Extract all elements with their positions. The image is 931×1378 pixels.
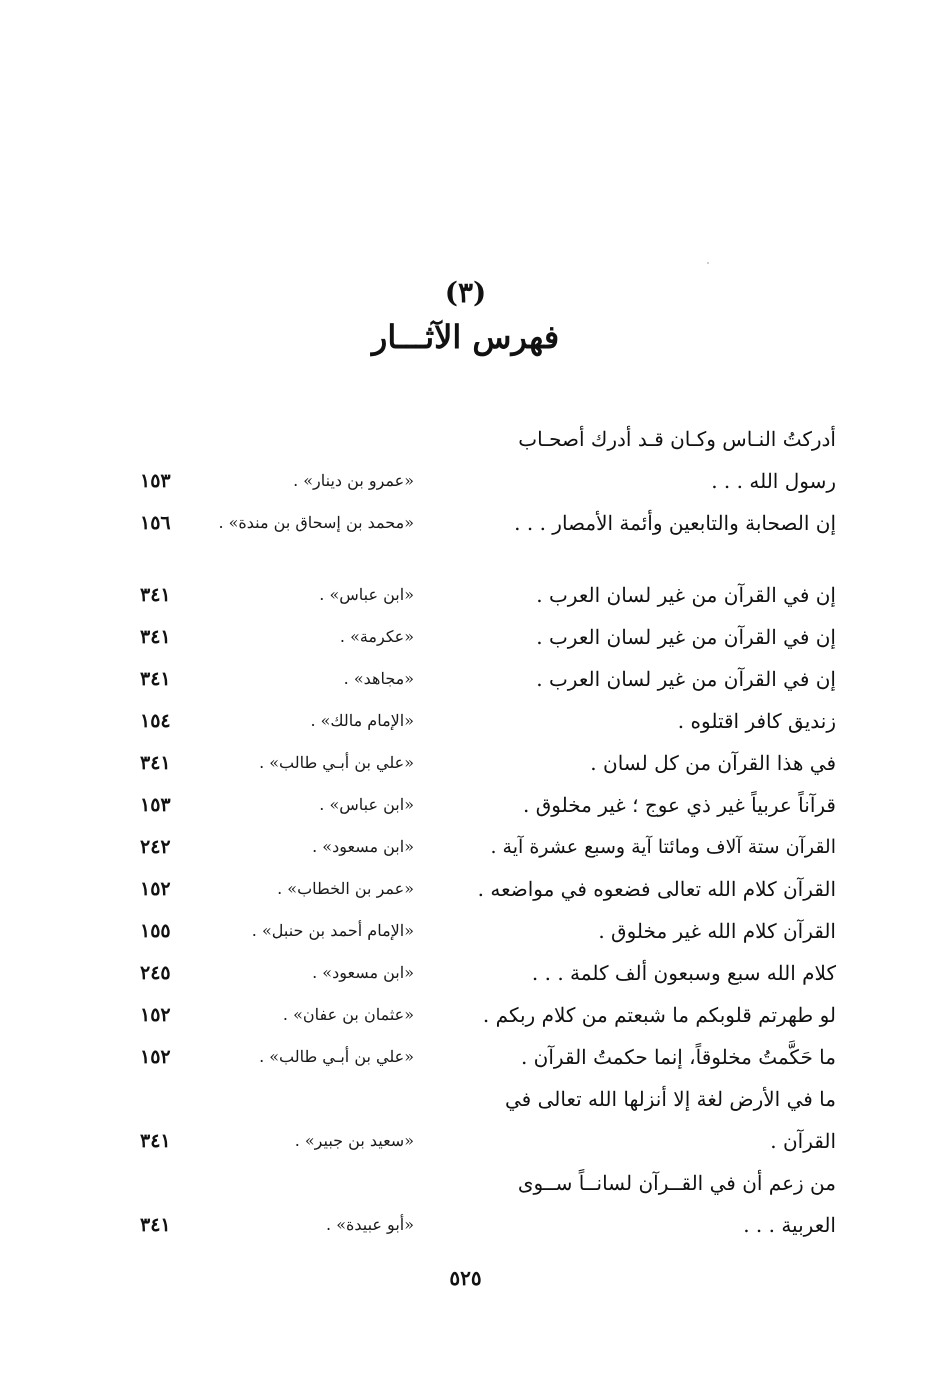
entry-text: القرآن ستة آلاف ومائتا آية وسبع عشرة آية . <box>490 836 836 858</box>
entry-page: ٣٤١ <box>140 752 171 774</box>
entry-page: ١٥٣ <box>140 470 171 492</box>
entry-text: من زعم أن في القــرآن لسانــاً ســوى <box>517 1171 836 1195</box>
section-title: فهرس الآثـــار <box>371 318 560 356</box>
entry-page: ١٥٢ <box>140 878 171 900</box>
section-number: (٣) <box>444 276 487 309</box>
entry-text: القرآن كلام الله تعالى فضعوه في مواضعه . <box>477 877 836 901</box>
entry-text: لو طهرتم قلوبكم ما شبعتم من كلام ربكم . <box>482 1003 836 1027</box>
entry-text: القرآن . <box>770 1129 836 1153</box>
entry-source: «ابن مسعود» . <box>312 963 414 982</box>
scan-speck <box>707 262 709 264</box>
entry-text: القرآن كلام الله غير مخلوق . <box>598 919 836 943</box>
entry-source: «عمرو بن دينار» . <box>293 471 414 490</box>
entry-text: كلام الله سبع وسبعون ألف كلمة . . . <box>531 961 836 985</box>
entry-text: في هذا القرآن من كل لسان . <box>590 751 836 775</box>
entry-page: ٣٤١ <box>140 668 171 690</box>
entry-text: ما حَكَّمتُ مخلوقاً، إنما حكمتُ القرآن . <box>520 1045 836 1069</box>
entry-page: ١٥٤ <box>140 710 171 732</box>
entry-page: ١٥٣ <box>140 794 171 816</box>
entry-text: قرآناً عربياً غير ذي عوج ؛ غير مخلوق . <box>523 793 836 817</box>
entry-page: ٢٤٥ <box>140 962 171 984</box>
entry-page: ١٥٥ <box>140 920 171 942</box>
page-number: ٥٢٥ <box>449 1266 482 1290</box>
entry-source: «مجاهد» . <box>343 669 414 688</box>
entry-text: العربية . . . <box>743 1213 836 1237</box>
entry-text: إن في القرآن من غير لسان العرب . <box>536 625 836 649</box>
entry-text: ما في الأرض لغة إلا أنزلها الله تعالى في <box>505 1087 836 1111</box>
entry-source: «الإمام أحمد بن حنبل» . <box>251 921 414 940</box>
entry-page: ١٥٢ <box>140 1004 171 1026</box>
entry-page: ٣٤١ <box>140 1130 171 1152</box>
entry-text: أدركتُ النـاس وكـان قـد أدرك أصحـاب <box>518 427 836 451</box>
entry-page: ٣٤١ <box>140 626 171 648</box>
entry-source: «عكرمة» . <box>339 627 414 646</box>
entry-page: ٣٤١ <box>140 1214 171 1236</box>
entry-text: رسول الله . . . <box>711 469 836 493</box>
entry-page: ٢٤٢ <box>140 836 171 858</box>
entry-source <box>194 502 414 538</box>
entry-source: «عمر بن الخطاب» . <box>277 879 414 898</box>
entry-page: ٣٤١ <box>140 584 171 606</box>
entry-text: إن في القرآن من غير لسان العرب . <box>536 667 836 691</box>
entry-source: «علي بن أبـي طالب» . <box>259 753 414 772</box>
entry-source: «أبو عبيدة» . <box>326 1215 414 1234</box>
entry-text: إن الصحابة والتابعين وأئمة الأمصار . . . <box>514 511 836 535</box>
entry-source: «ابن عباس» . <box>319 795 414 814</box>
entry-text: زنديق كافر اقتلوه . <box>677 709 836 733</box>
entry-source: «علي بن أبـي طالب» . <box>259 1047 414 1066</box>
entry-page: ١٥٢ <box>140 1046 171 1068</box>
entry-text: إن في القرآن من غير لسان العرب . <box>536 583 836 607</box>
entry-source: «سعيد بن جبير» . <box>294 1131 414 1150</box>
entry-source: «ابن عباس» . <box>319 585 414 604</box>
entry-page: ١٥٦ <box>140 512 171 534</box>
entry-source: «الإمام مالك» . <box>310 711 414 730</box>
entry-source: «ابن مسعود» . <box>312 837 414 856</box>
entry-source: «عثمان بن عفان» . <box>282 1005 414 1024</box>
entry-source-text: «محمد بن إسحاق بن مندة» . <box>218 513 414 532</box>
